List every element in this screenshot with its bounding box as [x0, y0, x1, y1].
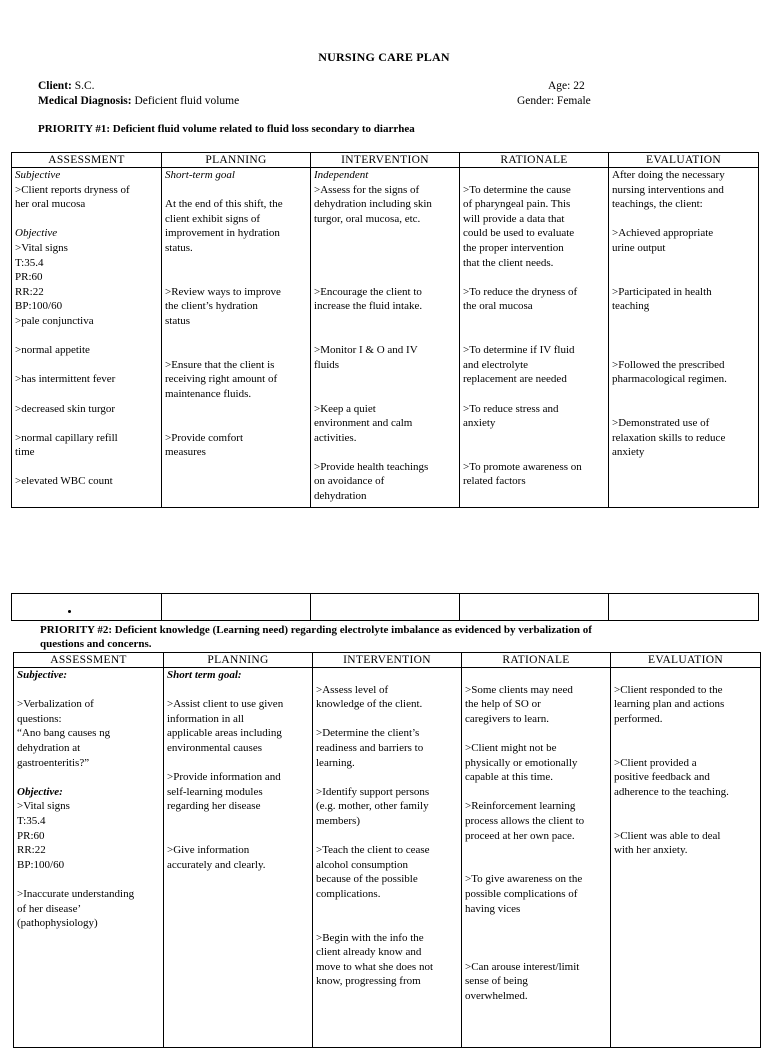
p2-evaluation-cell: [611, 668, 761, 1048]
subjective-label: Subjective: [15, 169, 61, 181]
client-line: [38, 79, 95, 94]
text-line: learning.: [316, 756, 355, 769]
p2-rationale-cell: [462, 668, 611, 1048]
text-line: having vices: [465, 902, 521, 915]
text-line: complications.: [316, 887, 381, 900]
text-line: >Client responded to the: [614, 683, 723, 696]
text-line: >Provide comfort: [165, 431, 243, 444]
text-line: >Identify support persons: [316, 785, 430, 798]
text-line: dehydration at: [17, 741, 81, 754]
text-line: time: [15, 446, 35, 459]
text-line: >Demonstrated use of: [612, 417, 710, 430]
text-line: could be used to evaluate: [463, 227, 575, 240]
text-line: >has intermittent fever: [15, 373, 116, 386]
text-line: learning plan and actions: [614, 698, 725, 711]
text-line: the proper intervention: [463, 241, 564, 254]
text-line: members): [316, 814, 360, 827]
priority2-title-line1: PRIORITY #2: Deficient knowledge (Learning need) regarding electrolyte imbalance as evidenced by verbalization of: [40, 624, 592, 636]
text-line: self-learning modules: [167, 785, 263, 798]
p2-intervention-cell: [313, 668, 462, 1048]
empty-cell: [311, 594, 460, 621]
text-line: information in all: [167, 712, 244, 725]
table2-body-row: [14, 668, 761, 1048]
text-line: with her anxiety.: [614, 844, 688, 857]
text-line: capable at this time.: [465, 771, 553, 784]
care-plan-table-1: [11, 152, 759, 508]
text-line: move to what she does not: [316, 960, 434, 973]
document-title: NURSING CARE PLAN: [318, 50, 450, 64]
text-line: will provide a data that: [463, 212, 565, 225]
text-line: accurately and clearly.: [167, 858, 266, 871]
text-line: >To determine if IV fluid: [463, 344, 575, 357]
text-line: >Client was able to deal: [614, 829, 721, 842]
p1-assessment-cell: [12, 168, 162, 508]
text-line: fluids: [314, 358, 340, 371]
text-line: >Client might not be: [465, 741, 557, 754]
text-line: >Provide information and: [167, 771, 281, 784]
text-line: process allows the client to: [465, 814, 585, 827]
col-assessment: ASSESSMENT: [12, 153, 162, 168]
text-line: >To reduce stress and: [463, 402, 559, 415]
text-line: >Can arouse interest/limit: [465, 960, 580, 973]
text-line: >Client provided a: [614, 756, 697, 769]
text-line: relaxation skills to reduce: [612, 431, 726, 444]
p2-assessment-cell: [14, 668, 164, 1048]
gender-value: Female: [556, 95, 591, 107]
text-line: performed.: [614, 712, 663, 725]
text-line: “Ano bang causes ng: [17, 727, 111, 740]
text-line: >pale conjunctiva: [15, 314, 94, 327]
bullet-dot: [68, 610, 71, 613]
text-line: activities.: [314, 431, 357, 444]
text-line: environment and calm: [314, 417, 413, 430]
col-planning: PLANNING: [162, 153, 311, 168]
text-line: >elevated WBC count: [15, 475, 113, 488]
text-line: readiness and barriers to: [316, 741, 424, 754]
text-line: >decreased skin turgor: [15, 402, 116, 415]
text-line: >Assist client to use given: [167, 698, 284, 711]
text-line: teaching: [612, 300, 650, 313]
text-line: related factors: [463, 475, 526, 488]
text-line: physically or emotionally: [465, 756, 578, 769]
empty-cell: [162, 594, 311, 621]
text-line: T:35.4: [17, 814, 46, 827]
text-line: >Followed the prescribed: [612, 358, 725, 371]
text-line: >Determine the client’s: [316, 727, 420, 740]
text-line: know, progressing from: [316, 975, 421, 988]
text-line: possible complications of: [465, 887, 578, 900]
text-line: teachings, the client:: [612, 198, 703, 211]
text-line: PR:60: [15, 271, 43, 284]
text-line: >Give information: [167, 844, 250, 857]
short-term-goal-label: Short-term goal: [165, 169, 235, 181]
text-line: sense of being: [465, 975, 528, 988]
p2-planning-cell: [164, 668, 313, 1048]
text-line: dehydration: [314, 490, 367, 503]
text-line: RR:22: [17, 844, 46, 857]
empty-row: [12, 594, 759, 621]
text-line: pharmacological regimen.: [612, 373, 727, 386]
text-line: her oral mucosa: [15, 198, 86, 211]
text-line: anxiety: [612, 446, 645, 459]
text-line: >Inaccurate understanding: [17, 887, 135, 900]
text-line: >Encourage the client to: [314, 285, 422, 298]
text-line: and electrolyte: [463, 358, 529, 371]
text-line: caregivers to learn.: [465, 712, 549, 725]
text-line: >Teach the client to cease: [316, 844, 430, 857]
text-line: >Participated in health: [612, 285, 712, 298]
text-line: alcohol consumption: [316, 858, 408, 871]
text-line: client exhibit signs of: [165, 212, 261, 225]
text-line: >To promote awareness on: [463, 460, 582, 473]
text-line: turgor, oral mucosa, etc.: [314, 212, 421, 225]
text-line: of pharyngeal pain. This: [463, 198, 571, 211]
text-line: nursing interventions and: [612, 183, 724, 196]
p1-planning-cell: [162, 168, 311, 508]
text-line: >Assess level of: [316, 683, 389, 696]
priority1-title: PRIORITY #1: Deficient fluid volume related to fluid loss secondary to diarrhea: [38, 123, 415, 135]
text-line: >To reduce the dryness of: [463, 285, 578, 298]
text-line: anxiety: [463, 417, 496, 430]
text-line: that the client needs.: [463, 256, 554, 269]
text-line: >Keep a quiet: [314, 402, 376, 415]
col-rationale: RATIONALE: [462, 653, 611, 668]
text-line: replacement are needed: [463, 373, 567, 386]
age-label: Age:: [548, 80, 571, 92]
col-intervention: INTERVENTION: [311, 153, 460, 168]
text-line: knowledge of the client.: [316, 698, 423, 711]
diagnosis-value: Deficient fluid volume: [134, 95, 240, 107]
p1-intervention-cell: [311, 168, 460, 508]
text-line: >Vital signs: [17, 800, 70, 813]
client-label: Client:: [38, 80, 72, 92]
age-value: 22: [573, 80, 585, 92]
col-planning: PLANNING: [164, 653, 313, 668]
independent-label: Independent: [314, 169, 369, 181]
text-line: positive feedback and: [614, 771, 710, 784]
col-assessment: ASSESSMENT: [14, 653, 164, 668]
text-line: >Provide health teachings: [314, 460, 429, 473]
gender-line: [517, 94, 591, 109]
text-line: After doing the necessary: [612, 169, 725, 181]
text-line: >Review ways to improve: [165, 285, 281, 298]
text-line: questions:: [17, 712, 62, 725]
text-line: At the end of this shift, the: [165, 198, 283, 211]
text-line: environmental causes: [167, 741, 262, 754]
text-line: proceed at her own pace.: [465, 829, 575, 842]
text-line: >normal appetite: [15, 344, 90, 357]
text-line: increase the fluid intake.: [314, 300, 423, 313]
text-line: (pathophysiology): [17, 917, 98, 930]
text-line: BP:100/60: [15, 300, 63, 313]
text-line: status.: [165, 241, 193, 254]
text-line: >Assess for the signs of: [314, 183, 420, 196]
table2-header-row: [14, 653, 761, 668]
diagnosis-line: [38, 94, 239, 109]
short-term-goal-label: Short term goal:: [167, 669, 242, 681]
col-evaluation: EVALUATION: [609, 153, 759, 168]
col-rationale: RATIONALE: [460, 153, 609, 168]
text-line: urine output: [612, 241, 666, 254]
client-value: S.C.: [74, 80, 95, 92]
text-line: >To give awareness on the: [465, 873, 583, 886]
objective-label: Objective:: [17, 785, 63, 798]
text-line: maintenance fluids.: [165, 387, 252, 400]
text-line: adherence to the teaching.: [614, 785, 729, 798]
p1-rationale-cell: [460, 168, 609, 508]
text-line: >Achieved appropriate: [612, 227, 714, 240]
care-plan-table-2: [13, 652, 761, 1048]
col-intervention: INTERVENTION: [313, 653, 462, 668]
subjective-label: Subjective:: [17, 669, 68, 681]
text-line: of her disease’: [17, 902, 82, 915]
empty-cell: [12, 594, 162, 621]
p1-evaluation-cell: [609, 168, 759, 508]
text-line: >Ensure that the client is: [165, 358, 275, 371]
text-line: dehydration including skin: [314, 198, 432, 211]
text-line: the client’s hydration: [165, 300, 258, 313]
priority2-title-line2: questions and concerns.: [40, 638, 152, 650]
text-line: receiving right amount of: [165, 373, 278, 386]
text-line: (e.g. mother, other family: [316, 800, 429, 813]
gender-label: Gender:: [517, 95, 555, 107]
text-line: client already know and: [316, 946, 422, 959]
empty-cell: [460, 594, 609, 621]
text-line: because of the possible: [316, 873, 418, 886]
text-line: >Client reports dryness of: [15, 183, 130, 196]
objective-label: Objective: [15, 227, 58, 240]
text-line: RR:22: [15, 285, 44, 298]
empty-cell: [609, 594, 759, 621]
text-line: >Reinforcement learning: [465, 800, 576, 813]
text-line: PR:60: [17, 829, 45, 842]
text-line: on avoidance of: [314, 475, 385, 488]
text-line: the oral mucosa: [463, 300, 533, 313]
text-line: measures: [165, 446, 206, 459]
text-line: >Monitor I & O and IV: [314, 344, 418, 357]
table1-body-row: [12, 168, 759, 508]
text-line: >To determine the cause: [463, 183, 571, 196]
text-line: status: [165, 314, 191, 327]
diagnosis-label: Medical Diagnosis:: [38, 95, 132, 107]
text-line: regarding her disease: [167, 800, 261, 813]
text-line: overwhelmed.: [465, 990, 528, 1003]
text-line: applicable areas including: [167, 727, 282, 740]
text-line: >Begin with the info the: [316, 931, 424, 944]
table1-header-row: [12, 153, 759, 168]
text-line: >Verbalization of: [17, 698, 94, 711]
empty-row-table: [11, 593, 759, 621]
text-line: the help of SO or: [465, 698, 541, 711]
age-line: [548, 79, 585, 94]
text-line: >Vital signs: [15, 241, 68, 254]
text-line: >Some clients may need: [465, 683, 573, 696]
text-line: BP:100/60: [17, 858, 65, 871]
col-evaluation: EVALUATION: [611, 653, 761, 668]
text-line: improvement in hydration: [165, 227, 280, 240]
text-line: T:35.4: [15, 256, 44, 269]
text-line: >normal capillary refill: [15, 431, 118, 444]
text-line: gastroenteritis?”: [17, 756, 90, 769]
